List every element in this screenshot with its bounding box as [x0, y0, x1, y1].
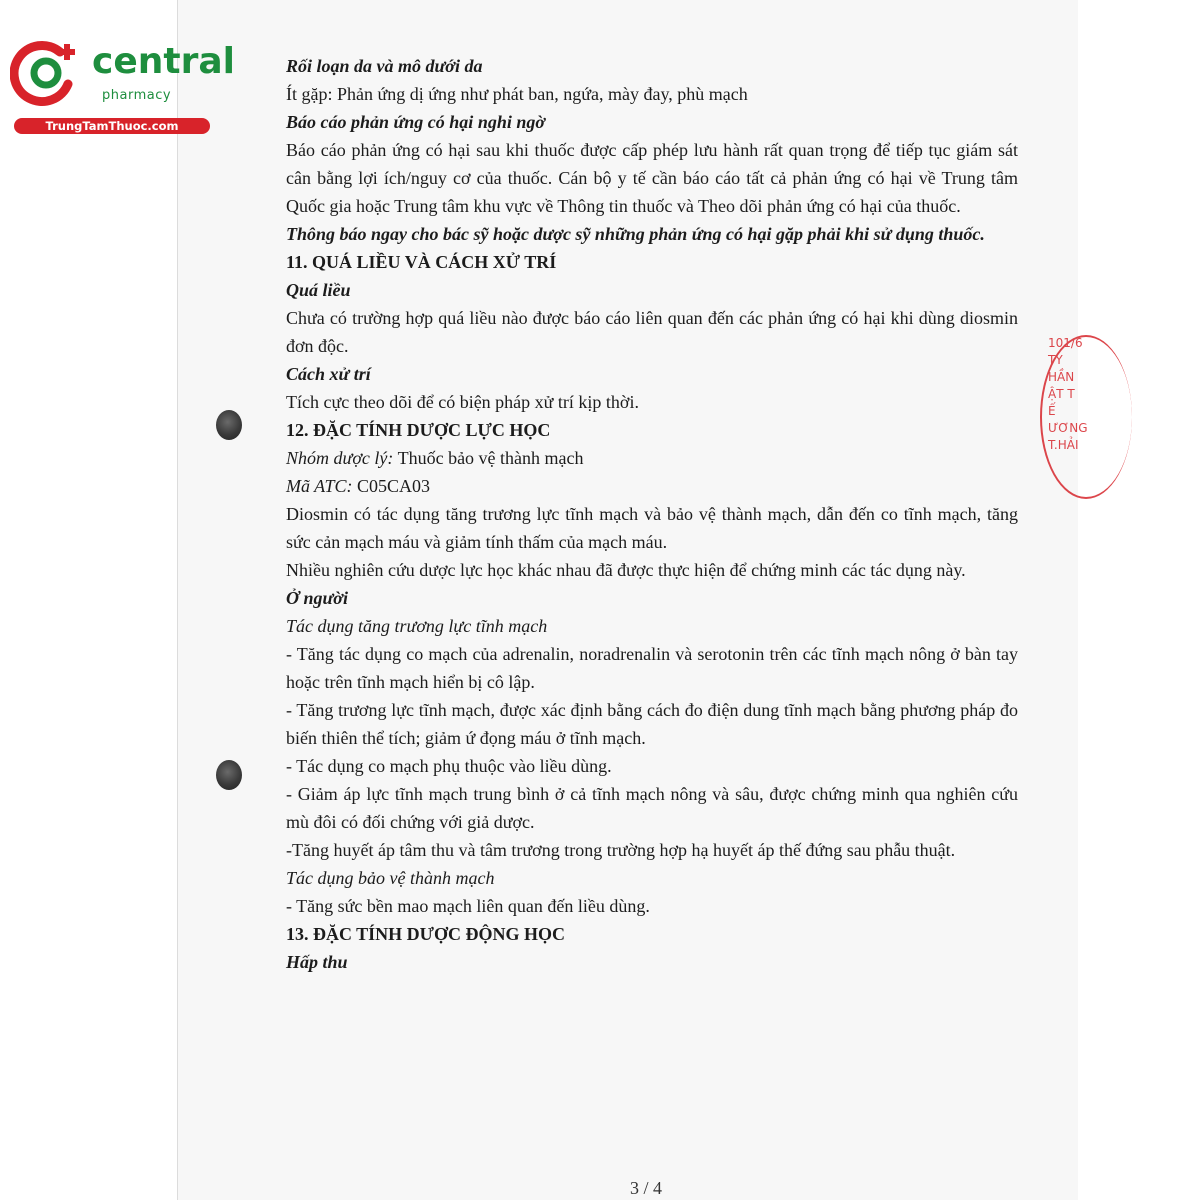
stamp-line: 101/6 — [1048, 336, 1083, 350]
section-title-skin: Rối loạn da và mô dưới da — [286, 56, 483, 76]
pharmacologic-group-label: Nhóm dược lý: — [286, 448, 394, 468]
bullet-item: - Tác dụng co mạch phụ thuộc vào liều dùng. — [286, 756, 612, 776]
stamp-line: ẬT T — [1048, 387, 1075, 401]
heading-11: 11. QUÁ LIỀU VÀ CÁCH XỬ TRÍ — [286, 252, 557, 272]
logo-wordmark: central — [92, 41, 235, 82]
pharmacologic-group-value: Thuốc bảo vệ thành mạch — [393, 448, 584, 468]
section-title-report: Báo cáo phản ứng có hại nghi ngờ — [286, 112, 546, 132]
bullet-item: - Tăng trương lực tĩnh mạch, được xác định bằng cách đo điện dung tĩnh mạch bằng phương pháp đo biến thiên thể tích; giảm ứ đọng máu ở tĩnh mạch. — [286, 700, 1018, 748]
overdose-text: Chưa có trường hợp quá liều nào được báo cáo liên quan đến các phản ứng có hại khi dùng diosmin đơn độc. — [286, 308, 1018, 356]
document-body — [286, 52, 1018, 976]
atc-code-value: C05CA03 — [352, 476, 431, 496]
left-margin — [0, 0, 178, 1200]
stamp-line: Ế — [1048, 404, 1056, 418]
report-text: Báo cáo phản ứng có hại sau khi thuốc được cấp phép lưu hành rất quan trọng để tiếp tục giám sát cân bằng lợi ích/nguy cơ của thuốc. Cán bộ y tế cần báo cáo tất cả phản ứng có hại về Trung tâm Quốc gia hoặc Trung tâm khu vực về Thông tin thuốc và Theo dõi phản ứng có hại của thuốc. — [286, 140, 1018, 216]
studies-paragraph: Nhiều nghiên cứu dược lực học khác nhau đã được thực hiện để chứng minh các tác dụng này. — [286, 560, 966, 580]
treatment-title: Cách xử trí — [286, 364, 371, 384]
diosmin-paragraph: Diosmin có tác dụng tăng trương lực tĩnh mạch và bảo vệ thành mạch, dẫn đến co tĩnh mạch, tăng sức cản mạch máu và giảm tính thấm của mạch máu. — [286, 504, 1018, 552]
page-number: 3 / 4 — [630, 1178, 663, 1198]
logo-subtitle: pharmacy — [102, 88, 172, 103]
heading-13: 13. ĐẶC TÍNH DƯỢC ĐỘNG HỌC — [286, 924, 566, 944]
stamp-line: T.HẢI — [1048, 438, 1079, 452]
stamp-arc — [1040, 335, 1132, 499]
atc-code-label: Mã ATC: — [286, 476, 353, 496]
punch-hole — [216, 410, 242, 440]
vascular-protection-title: Tác dụng bảo vệ thành mạch — [286, 868, 495, 888]
pharmacologic-group — [286, 444, 1018, 472]
heading-12: 12. ĐẶC TÍNH DƯỢC LỰC HỌC — [286, 420, 551, 440]
overdose-title: Quá liều — [286, 280, 351, 300]
right-margin — [1078, 0, 1200, 1200]
bullet-item: - Tăng tác dụng co mạch của adrenalin, noradrenalin và serotonin trên các tĩnh mạch nông ở bàn tay hoặc trên tĩnh mạch hiển bị cô lập. — [286, 644, 1018, 692]
in-humans-title: Ở người — [286, 588, 348, 608]
bullet-item: - Tăng sức bền mao mạch liên quan đến liều dùng. — [286, 896, 650, 916]
stamp-line: HẦN — [1048, 370, 1075, 384]
skin-text: Ít gặp: Phản ứng dị ứng như phát ban, ngứa, mày đay, phù mạch — [286, 84, 748, 104]
venotonic-effect-title: Tác dụng tăng trương lực tĩnh mạch — [286, 616, 548, 636]
bullet-item: -Tăng huyết áp tâm thu và tâm trương trong trường hợp hạ huyết áp thế đứng sau phẫu thuật. — [286, 840, 956, 860]
logo-mark-icon — [10, 38, 80, 108]
stamp-line: TY — [1048, 353, 1063, 367]
atc-code — [286, 472, 1018, 500]
stamp-line: ƯƠNG — [1048, 421, 1088, 435]
report-notice: Thông báo ngay cho bác sỹ hoặc dược sỹ những phản ứng có hại gặp phải khi sử dụng thuốc. — [286, 224, 985, 244]
absorption-title: Hấp thu — [286, 952, 348, 972]
bullet-item: - Giảm áp lực tĩnh mạch trung bình ở cả tĩnh mạch nông và sâu, được chứng minh qua nghiên cứu mù đôi có đối chứng với giả dược. — [286, 784, 1018, 832]
treatment-text: Tích cực theo dõi để có biện pháp xử trí kịp thời. — [286, 392, 639, 412]
red-stamp — [1040, 335, 1090, 495]
punch-hole — [216, 760, 242, 790]
central-pharmacy-logo — [10, 38, 235, 138]
logo-site-banner: TrungTamThuoc.com — [14, 118, 210, 134]
